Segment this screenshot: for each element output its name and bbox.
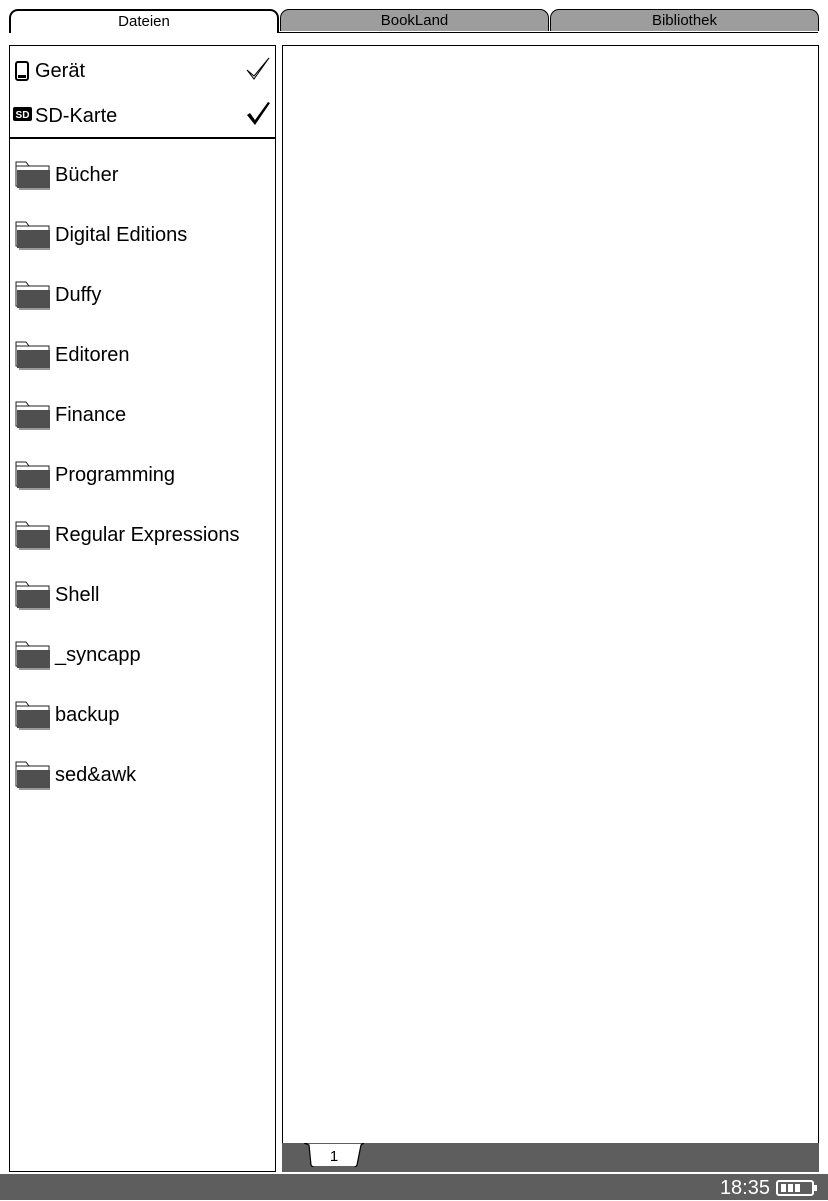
- folder-label: backup: [55, 704, 120, 726]
- folder-item[interactable]: [10, 750, 275, 798]
- folder-icon: [15, 578, 51, 611]
- folder-label: Editoren: [55, 344, 130, 366]
- folder-icon: [15, 338, 51, 371]
- storage-divider: [10, 137, 275, 139]
- svg-text:SD: SD: [15, 110, 30, 121]
- storage-item-sd-card[interactable]: [10, 93, 275, 137]
- folder-label: Finance: [55, 404, 127, 426]
- status-bar: [0, 1174, 828, 1200]
- tab-dateien[interactable]: Dateien: [9, 9, 279, 33]
- folder-icon: [15, 218, 51, 251]
- tab-bookland[interactable]: BookLand: [280, 9, 549, 31]
- folder-item[interactable]: [10, 450, 275, 498]
- folder-item[interactable]: [10, 390, 275, 438]
- folder-label: _syncapp: [55, 644, 141, 666]
- device-icon: [15, 61, 29, 86]
- folder-item[interactable]: [10, 330, 275, 378]
- unchecked-check-icon: [245, 56, 271, 87]
- folder-label: Digital Editions: [55, 224, 188, 246]
- folder-label: Bücher: [55, 164, 119, 186]
- folder-icon: [15, 758, 51, 791]
- folder-label: Regular Expressions: [55, 524, 240, 546]
- sd-card-icon: [13, 107, 32, 126]
- folder-icon: [15, 458, 51, 491]
- storage-and-folder-panel: [9, 45, 276, 1172]
- folder-icon: [15, 398, 51, 431]
- folder-item[interactable]: [10, 690, 275, 738]
- tab-bar: [0, 0, 828, 46]
- folder-label: Programming: [55, 464, 176, 486]
- folder-item[interactable]: [10, 570, 275, 618]
- folder-icon: [15, 278, 51, 311]
- pagination-bar: [282, 1143, 819, 1172]
- folder-icon: [15, 518, 51, 551]
- clock: 18:35: [719, 1177, 770, 1199]
- file-content-area: [282, 45, 819, 1145]
- page-number: 1: [329, 1148, 339, 1165]
- storage-label-device: Gerät: [35, 60, 86, 82]
- checked-check-icon: [245, 101, 271, 132]
- folder-icon: [15, 698, 51, 731]
- folder-item[interactable]: [10, 210, 275, 258]
- tab-bibliothek[interactable]: Bibliothek: [550, 9, 819, 31]
- storage-label-sd-card: SD-Karte: [35, 105, 118, 127]
- folder-icon: [15, 638, 51, 671]
- folder-label: Duffy: [55, 284, 102, 306]
- battery-icon: [776, 1180, 818, 1201]
- folder-item[interactable]: [10, 510, 275, 558]
- folder-item[interactable]: [10, 270, 275, 318]
- folder-icon: [15, 158, 51, 191]
- storage-item-device[interactable]: [10, 48, 275, 92]
- folder-item[interactable]: [10, 150, 275, 198]
- folder-item[interactable]: [10, 630, 275, 678]
- page-tab[interactable]: [304, 1143, 364, 1167]
- folder-label: sed&awk: [55, 764, 137, 786]
- folder-label: Shell: [55, 584, 100, 606]
